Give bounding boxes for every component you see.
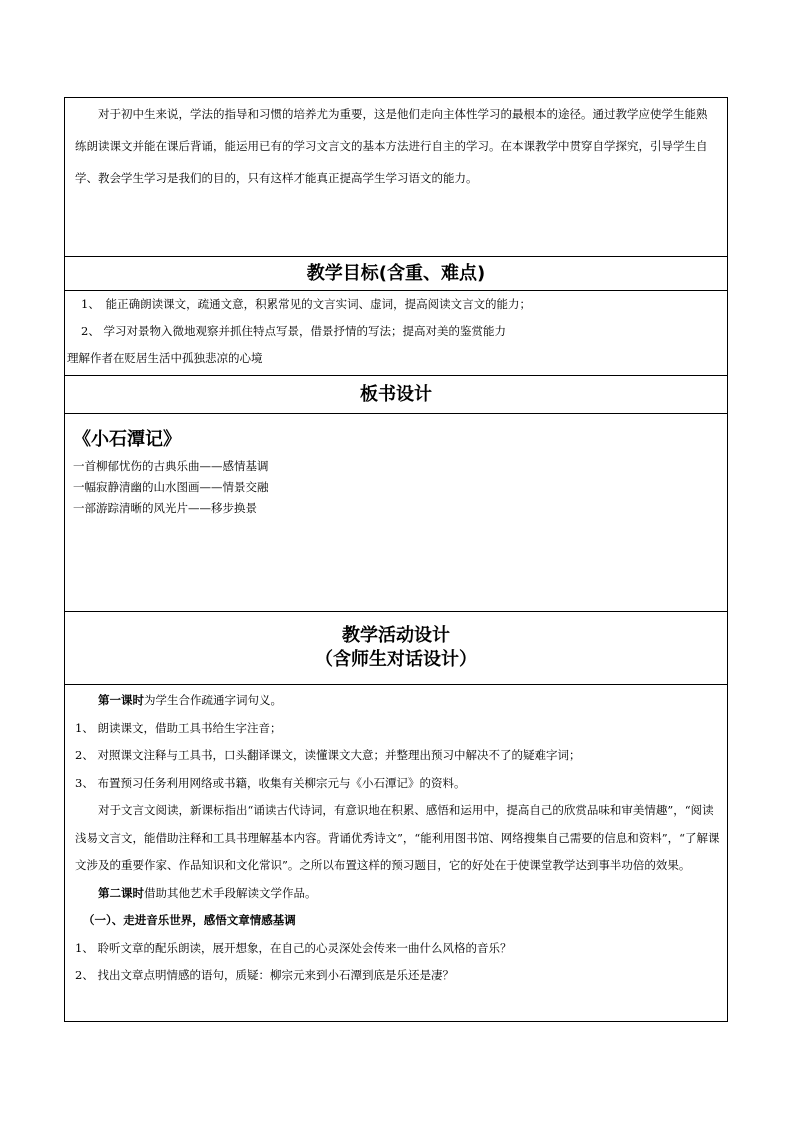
goals-heading-row	[65, 257, 728, 291]
activities-subheading: （含师生对话设计）	[315, 649, 477, 670]
board-line: 一幅寂静清幽的山水图画——情景交融	[73, 480, 269, 494]
board-heading: 板书设计	[360, 384, 432, 405]
lesson2-intro	[75, 880, 721, 908]
lesson1-desc: 为学生合作疏通字词句义。	[144, 693, 282, 707]
activities-heading-row	[65, 612, 728, 685]
activities-heading: 教学活动设计	[342, 625, 450, 646]
activities-cell	[65, 685, 728, 1022]
intro-paragraph: 对于初中生来说，学法的指导和习惯的培养尤为重要，这是他们走向主体性学习的最根本的途径。通过教学应使学生能熟练朗读课文并能在课后背诵，能运用已有的学习文言文的基本方法进行自主的学习。在本课教学中贯穿自学探究，引导学生自学、教会学生学习是我们的目的，只有这样才能真正提高学生学习语文的能力。	[75, 107, 708, 185]
board-line: 一部游踪清晰的风光片——移步换景	[73, 501, 257, 515]
board-line: 一首柳郁忧伤的古典乐曲——感情基调	[73, 459, 269, 473]
goal-item: 理解作者在贬居生活中孤独悲凉的心境	[67, 351, 263, 365]
lesson-plan-table	[64, 97, 728, 1022]
lesson1-item: 3、 布置预习任务利用网络或书籍，收集有关柳宗元与《小石潭记》的资料。	[75, 775, 466, 790]
goals-heading: 教学目标(含重、难点)	[306, 263, 486, 284]
board-row	[65, 414, 728, 612]
board-lines	[65, 456, 727, 519]
goal-item: 2、 学习对景物入微地观察并抓住特点写景，借景抒情的写法；提高对美的鉴赏能力	[81, 324, 506, 338]
activities-heading-cell	[65, 612, 728, 685]
board-heading-cell	[65, 376, 728, 414]
lesson1-note: 对于文言文阅读，新课标指出“诵读古代诗词，有意识地在积累、感悟和运用中，提高自己的欣赏品味和审美情趣”，“阅读浅易文言文，能借助注释和工具书理解基本内容。背诵优秀诗文”，“能利用图书馆、网络搜集自己需要的信息和资料”，“了解课文涉及的重要作家、作品知识和文化常识”。之所以布置这样的预习题目，它的好处在于使课堂教学达到事半功倍的效果。	[75, 803, 720, 872]
lesson1-label: 第一课时	[98, 693, 144, 707]
board-cell	[65, 414, 728, 612]
intro-row	[65, 98, 728, 257]
section1-item: 2、 找出文章点明情感的语句，质疑：柳宗元来到小石潭到底是乐还是凄？	[75, 968, 454, 982]
lesson2-desc: 借助其他艺术手段解读文学作品。	[144, 885, 317, 900]
lesson1-item: 2、 对照课文注释与工具书，口头翻译课文，读懂课文大意；并整理出预习中解决不了的疑难字词；	[75, 748, 581, 762]
activities-content	[65, 685, 727, 990]
board-heading-row	[65, 376, 728, 414]
section1-title: （一）、走进音乐世界，感悟文章情感基调	[83, 913, 296, 927]
goals-list	[65, 291, 727, 372]
section1-item: 1、 聆听文章的配乐朗读，展开想象，在自己的心灵深处会传来一曲什么风格的音乐？	[75, 940, 512, 955]
goals-cell	[65, 291, 728, 376]
goals-heading-cell	[65, 257, 728, 291]
lesson2-label: 第二课时	[98, 885, 144, 900]
goals-row	[65, 291, 728, 376]
intro-cell	[65, 98, 728, 257]
board-title: 《小石潭记》	[73, 429, 181, 450]
lesson1-intro	[75, 687, 721, 715]
goal-item: 1、 能正确朗读课文，疏通文意，积累常见的文言实词、虚词，提高阅读文言文的能力；	[81, 297, 532, 311]
lesson1-item: 1、 朗读课文，借助工具书给生字注音；	[75, 720, 282, 735]
activities-row	[65, 685, 728, 1022]
